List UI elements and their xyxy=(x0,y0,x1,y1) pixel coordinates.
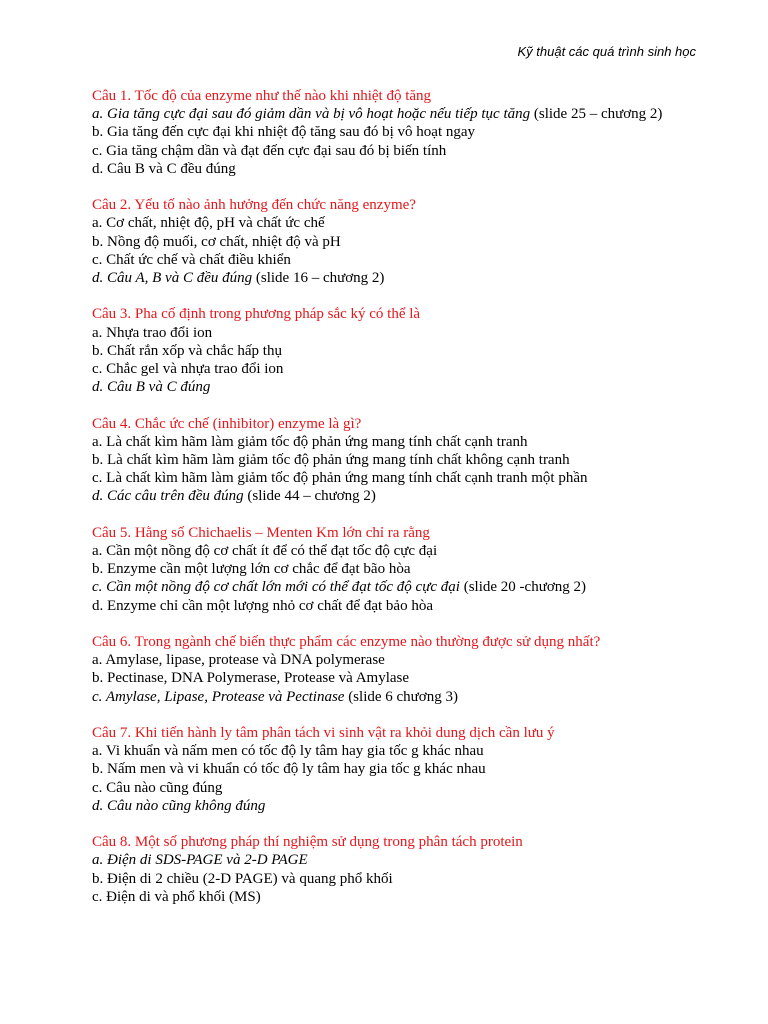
question-8 xyxy=(92,833,700,906)
question-6 xyxy=(92,633,700,706)
answer-a: a. Cần một nồng độ cơ chất ít để có thể đạt tốc độ cực đại xyxy=(92,543,438,560)
slide-ref: (slide 25 – chương 2) xyxy=(530,106,663,123)
question-7 xyxy=(92,724,700,815)
answer-a: a. Điện di SDS-PAGE và 2-D PAGE xyxy=(92,852,308,869)
answer-c xyxy=(92,578,700,596)
question-list xyxy=(92,87,700,924)
answer-c: c. Gia tăng chậm dần và đạt đến cực đại sau đó bị biến tính xyxy=(92,142,447,159)
question-title: Câu 5. Hằng số Chichaelis – Menten Km lớn chỉ ra rằng xyxy=(92,524,430,541)
answer-d: d. Câu B và C đúng xyxy=(92,379,211,396)
question-3 xyxy=(92,305,700,396)
answer-d: d. Câu nào cũng không đúng xyxy=(92,797,266,814)
answer-d xyxy=(92,487,700,505)
answer-a: a. Vi khuẩn và nấm men có tốc độ ly tâm hay gia tốc g khác nhau xyxy=(92,743,484,760)
answer-c: c. Chất ức chế và chất điều khiển xyxy=(92,251,291,268)
answer-c: c. Câu nào cũng đúng xyxy=(92,779,223,796)
answer-c: c. Điện di và phổ khối (MS) xyxy=(92,888,261,905)
answer-b: b. Enzyme cần một lượng lớn cơ chắc để đạt bão hòa xyxy=(92,561,411,578)
question-title: Câu 1. Tốc độ của enzyme như thế nào khi nhiệt độ tăng xyxy=(92,88,432,104)
answer-a xyxy=(92,105,700,123)
answer-text: a. Gia tăng cực đại sau đó giảm dần và bị vô hoạt hoặc nếu tiếp tục tăng xyxy=(92,106,531,123)
answer-c: c. Chắc gel và nhựa trao đổi ion xyxy=(92,361,284,378)
question-title: Câu 4. Chắc ức chế (inhibitor) enzyme là gì? xyxy=(92,415,362,432)
answer-a: a. Amylase, lipase, protease và DNA polymerase xyxy=(92,652,385,669)
answer-b: b. Nồng độ muối, cơ chất, nhiệt độ và pH xyxy=(92,233,341,250)
question-title: Câu 6. Trong ngành chế biến thực phẩm các enzyme nào thường được sử dụng nhất? xyxy=(92,634,601,651)
answer-b: b. Điện di 2 chiều (2-D PAGE) và quang phổ khối xyxy=(92,870,393,887)
answer-text: d. Câu A, B và C đều đúng xyxy=(92,270,253,287)
question-title: Câu 8. Một số phương pháp thí nghiệm sử dụng trong phân tách protein xyxy=(92,834,523,851)
slide-ref: (slide 6 chương 3) xyxy=(344,688,458,705)
answer-text: c. Amylase, Lipase, Protease và Pectinase xyxy=(92,688,345,705)
question-5 xyxy=(92,524,700,615)
answer-d: d. Enzyme chỉ cần một lượng nhỏ cơ chất để đạt bảo hòa xyxy=(92,597,433,614)
question-2 xyxy=(92,196,700,287)
slide-ref: (slide 16 – chương 2) xyxy=(252,270,385,287)
question-title: Câu 7. Khi tiến hành ly tâm phân tách vi sinh vật ra khỏi dung dịch cần lưu ý xyxy=(92,725,555,742)
slide-ref: (slide 20 -chương 2) xyxy=(459,579,587,596)
answer-a: a. Là chất kìm hãm làm giảm tốc độ phản ứng mang tính chất cạnh tranh xyxy=(92,433,528,450)
answer-d xyxy=(92,269,700,287)
question-4 xyxy=(92,415,700,506)
answer-d: d. Câu B và C đều đúng xyxy=(92,160,236,177)
answer-b: b. Gia tăng đến cực đại khi nhiệt độ tăng sau đó bị vô hoạt ngay xyxy=(92,124,476,141)
slide-ref: (slide 44 – chương 2) xyxy=(243,488,376,505)
question-title: Câu 3. Pha cố định trong phương pháp sắc ký có thể là xyxy=(92,306,421,323)
answer-c: c. Là chất kìm hãm làm giảm tốc độ phản ứng mang tính chất cạnh tranh một phần xyxy=(92,470,588,487)
question-1 xyxy=(92,87,700,178)
answer-text: d. Các câu trên đều đúng xyxy=(92,488,244,505)
answer-b: b. Pectinase, DNA Polymerase, Protease và Amylase xyxy=(92,670,410,687)
answer-b: b. Là chất kìm hãm làm giảm tốc độ phản ứng mang tính chất không cạnh tranh xyxy=(92,452,570,469)
answer-c xyxy=(92,688,700,706)
page-header: Kỹ thuật các quá trình sinh học xyxy=(517,44,696,59)
answer-a: a. Cơ chất, nhiệt độ, pH và chất ức chế xyxy=(92,215,325,232)
answer-a: a. Nhựa trao đổi ion xyxy=(92,324,213,341)
answer-text: c. Cần một nồng độ cơ chất lớn mới có thể đạt tốc độ cực đại xyxy=(92,579,460,596)
answer-b: b. Chất rắn xốp và chắc hấp thụ xyxy=(92,342,282,359)
answer-b: b. Nấm men và vi khuẩn có tốc độ ly tâm hay gia tốc g khác nhau xyxy=(92,761,486,778)
question-title: Câu 2. Yếu tố nào ảnh hưởng đến chức năng enzyme? xyxy=(92,197,416,214)
